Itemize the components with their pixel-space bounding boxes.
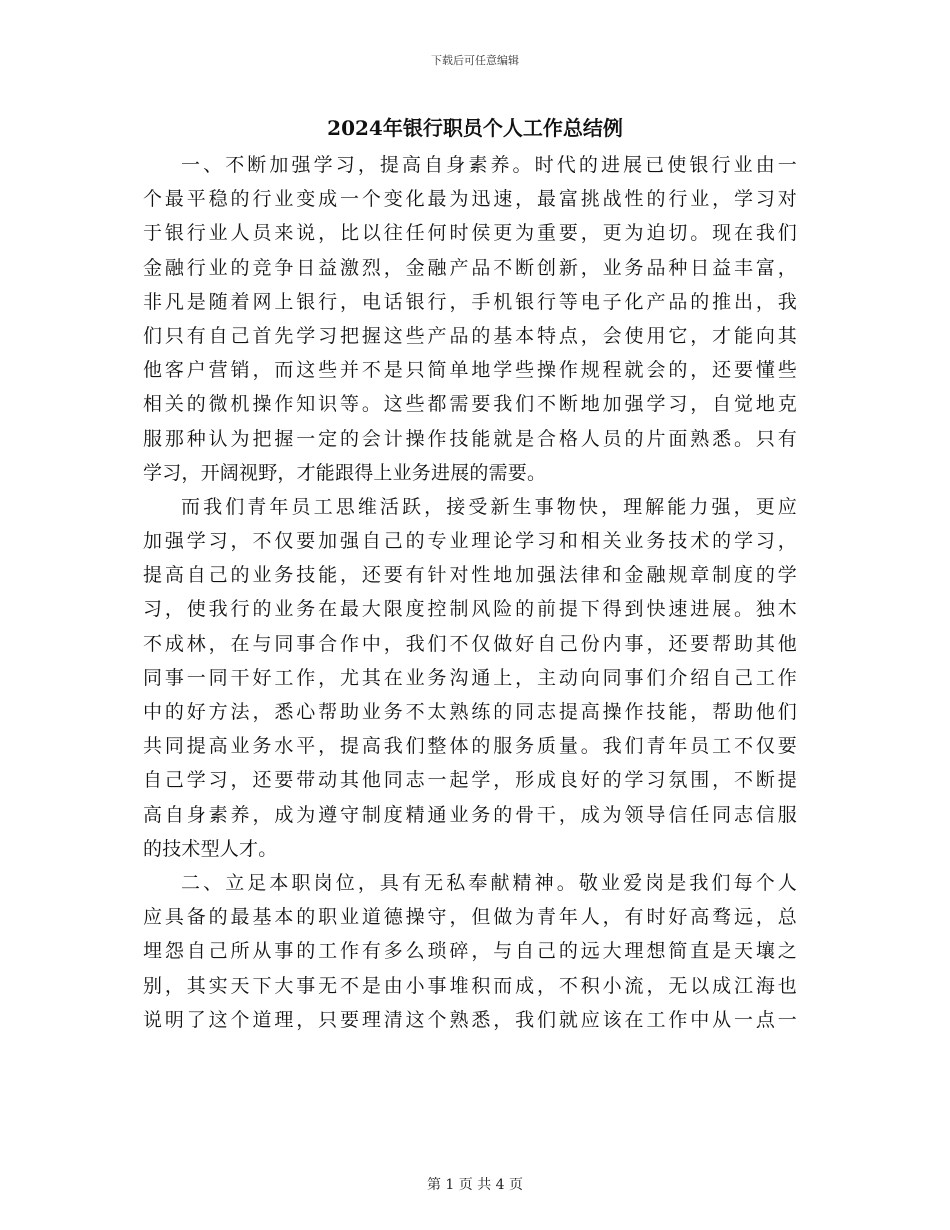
paragraph-line: 共同提高业务水平，提高我们整体的服务质量。我们青年员工不仅要 xyxy=(143,735,797,758)
paragraph-line: 别，其实天下大事无不是由小事堆积而成，不积小流，无以成江海也 xyxy=(143,974,797,997)
header-note: 下载后可任意编辑 xyxy=(431,54,519,67)
paragraph-line: 相关的微机操作知识等。这些都需要我们不断地加强学习，自觉地克 xyxy=(143,393,797,416)
paragraph-line: 而我们青年员工思维活跃，接受新生事物快，理解能力强，更应 xyxy=(181,495,797,518)
paragraph-line: 学习，开阔视野，才能跟得上业务进展的需要。 xyxy=(143,461,547,484)
paragraph-line: 于银行业人员来说，比以往任何时侯更为重要，更为迫切。现在我们 xyxy=(143,222,797,245)
paragraph-line: 高自身素养，成为遵守制度精通业务的骨干，成为领导信任同志信服 xyxy=(143,803,797,826)
paragraph-line: 应具备的最基本的职业道德操守，但做为青年人，有时好高骛远，总 xyxy=(143,906,797,929)
paragraph-line: 一、不断加强学习，提高自身素养。时代的进展已使银行业由一 xyxy=(181,154,797,176)
paragraph-line: 同事一同干好工作，尤其在业务沟通上，主动向同事们介绍自己工作 xyxy=(143,666,797,689)
paragraph-line: 服那种认为把握一定的会计操作技能就是合格人员的片面熟悉。只有 xyxy=(143,427,797,450)
paragraph-line: 们只有自己首先学习把握这些产品的基本特点，会使用它，才能向其 xyxy=(143,324,797,347)
paragraph-line: 提高自己的业务技能，还要有针对性地加强法律和金融规章制度的学 xyxy=(143,564,797,587)
paragraph-line: 二、立足本职岗位，具有无私奉献精神。敬业爱岗是我们每个人 xyxy=(181,871,797,894)
paragraph-line: 个最平稳的行业变成一个变化最为迅速，最富挑战性的行业，学习对 xyxy=(143,188,797,211)
paragraph-line: 金融行业的竞争日益激烈，金融产品不断创新，业务品种日益丰富， xyxy=(143,256,797,279)
paragraph-line: 埋怨自己所从事的工作有多么琐碎，与自己的远大理想简直是天壤之 xyxy=(143,940,797,963)
paragraph-line: 自己学习，还要带动其他同志一起学，形成良好的学习氛围，不断提 xyxy=(143,769,797,792)
page-number: 第 1 页 共 4 页 xyxy=(426,1177,524,1193)
paragraph-line: 他客户营销，而这些并不是只简单地学些操作规程就会的，还要懂些 xyxy=(143,359,797,382)
paragraph-line: 习，使我行的业务在最大限度控制风险的前提下得到快速进展。独木 xyxy=(143,598,797,621)
paragraph-line: 中的好方法，悉心帮助业务不太熟练的同志提高操作技能，帮助他们 xyxy=(143,701,797,723)
paragraph-line: 的技术型人才。 xyxy=(143,837,278,860)
document-title: 2024年银行职员个人工作总结例 xyxy=(327,116,623,140)
paragraph-line: 非凡是随着网上银行，电话银行，手机银行等电子化产品的推出，我 xyxy=(143,290,797,313)
paragraph-line: 加强学习，不仅要加强自己的专业理论学习和相关业务技术的学习， xyxy=(143,530,797,553)
paragraph-line: 说明了这个道理，只要理清这个熟悉，我们就应该在工作中从一点一 xyxy=(143,1008,797,1031)
paragraph-line: 不成林，在与同事合作中，我们不仅做好自己份内事，还要帮助其他 xyxy=(143,632,797,655)
document-body xyxy=(143,148,797,1037)
